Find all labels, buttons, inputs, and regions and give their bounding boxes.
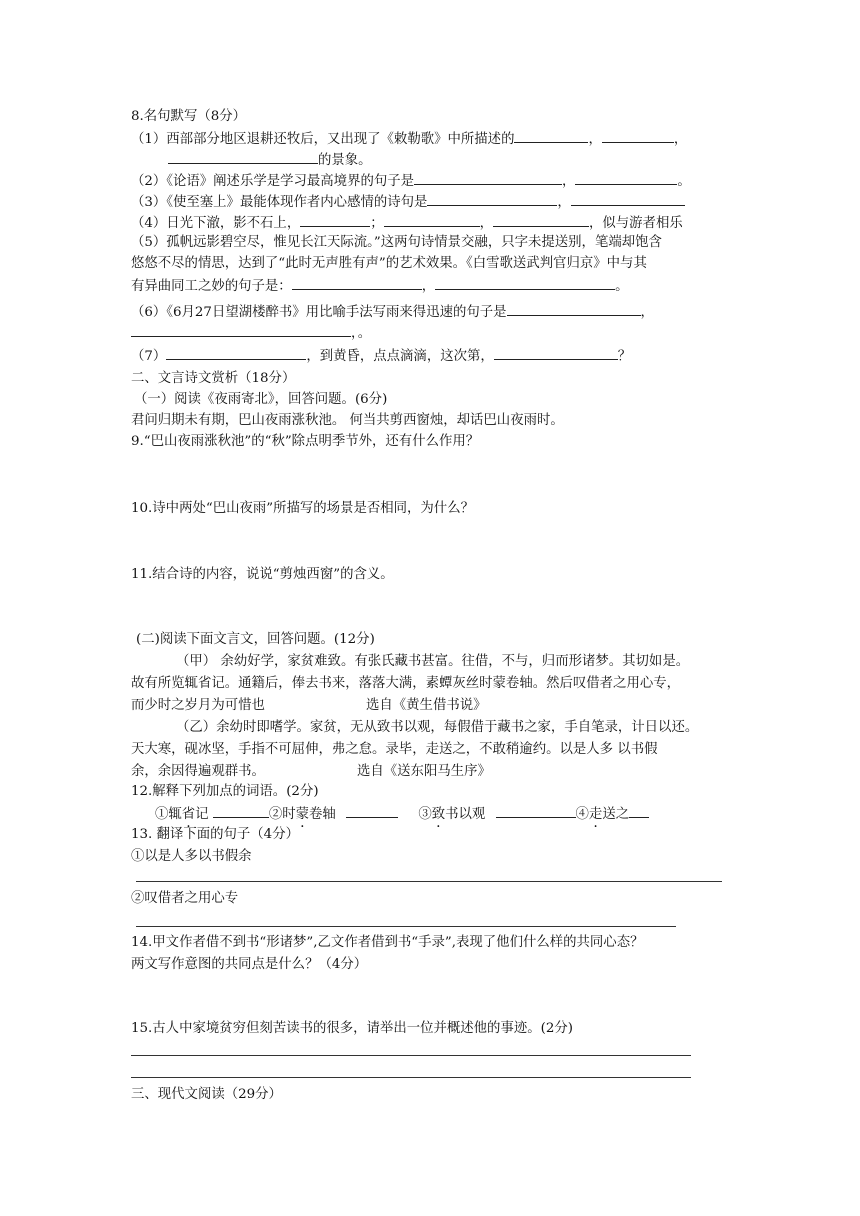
answer-blank[interactable] [494,345,618,360]
answer-blank[interactable] [414,170,562,185]
poem-text: 君问归期未有期，巴山夜雨涨秋池。 何当共剪西窗烛，却话巴山夜雨时。 [131,413,564,428]
q12-item-4-suffix: 送之 [602,807,630,822]
q12-item-2-suffix: 卷轴 [309,807,336,822]
q8-item-7-mid: ，到黄昏，点点滴滴，这次第， [306,349,494,364]
answer-blank[interactable] [507,301,641,316]
passage-yi-2: 天大寒，砚冰坚，手指不可屈伸，弗之怠。录毕，走送之，不敢稍逾约。以是人多 以书假 [131,742,658,757]
answer-blank[interactable] [384,212,480,227]
q12-item-1-suffix: 记 [195,807,209,822]
passage-jia-source: 选自《黄生借书说》 [366,698,487,713]
question-15: 15.古人中家境贫穷但刻苦读书的很多，请举出一位并概述他的事迹。(2分) [131,1021,573,1036]
q8-item-5b: 悠悠不尽的情思，达到了“此时无声胜有声”的艺术效果。《白雪歌送武判官归京》中与其 [131,256,647,271]
answer-blank[interactable] [300,212,370,227]
answer-blank[interactable] [292,275,422,290]
answer-blank[interactable] [346,803,398,818]
q8-item-5c [131,275,628,297]
section3-title: 三、现代文阅读（29分） [131,1087,282,1102]
punct: ， [673,132,688,147]
q8-item-1-text: （1）西部部分地区退耕还牧后，又出现了《敕勒歌》中所描述的 [131,132,515,147]
passage-yi-source: 选自《送东阳马生序》 [357,764,491,779]
q12-item-4-dotted: 走 [588,807,603,822]
answer-line[interactable] [131,1055,691,1056]
question-12-items [155,803,649,825]
q8-item-7 [131,345,631,367]
answer-blank[interactable] [168,149,318,164]
question-12: 12.解释下列加点的词语。(2分) [131,784,319,799]
answer-blank[interactable] [166,345,306,360]
question-14-a: 14.甲文作者借不到书“形诸梦”,乙文作者借到书“手录”,表现了他们什么样的共同心态？ [131,935,644,950]
q8-item-1-end: 的景象。 [318,153,372,168]
punct: ， [640,305,654,320]
question-14-b: 两文写作意图的共同点是什么？（4分） [131,957,368,972]
punct: ， [562,174,576,189]
q8-item-6-text: （6）《6月27日望湖楼醉书》用比喻手法写雨来得迅速的句子是 [131,305,507,320]
q8-item-2-text: （2）《论语》阐述乐学是学习最高境界的句子是 [131,174,415,189]
answer-blank[interactable] [514,128,588,143]
q12-item-2-prefix: ②时 [268,807,296,822]
question-13: 13. 翻译下面的句子（4分） [131,827,299,842]
punct: ？ [617,349,632,364]
punct: ， [557,195,571,210]
answer-blank[interactable] [496,803,576,818]
question-13-1: ①以是人多以书假余 [131,849,252,864]
answer-blank[interactable] [493,212,589,227]
q12-item-3-dotted: 致 [431,807,446,822]
q8-item-5a: （5）孤帆远影碧空尽，惟见长江天际流。”这两句诗情景交融，只字未提送别，笔端却饱含 [131,235,662,250]
answer-blank[interactable] [571,191,685,206]
answer-blank[interactable] [435,275,615,290]
q8-item-3 [131,191,685,213]
punct: ， [588,132,602,147]
q8-title: 8.名句默写（8分） [131,109,247,124]
q8-item-2 [131,170,691,192]
q8-item-1 [131,128,687,150]
answer-line[interactable] [136,881,722,882]
passage-yi-1: （乙）余幼时即嗜学。家贫，无从致书以观，每假借于藏书之家，手自笔录，计日以还。 [176,720,699,735]
part2-title: (二)阅读下面文言文，回答问题。(12分) [136,632,375,647]
passage-yi-3: 余，余因得遍观群书。 [131,764,265,779]
question-11: 11.结合诗的内容，说说“剪烛西窗”的含义。 [131,567,394,582]
passage-jia-1: （甲） 余幼好学，家贫难致。有张氏藏书甚富。往借，不与，归而形诸梦。其切如是。 [176,654,690,669]
q12-item-2-dotted: 蒙 [295,807,309,822]
section2-title: 二、文言诗文赏析（18分） [131,371,296,386]
punct: ， [479,216,493,231]
q12-item-3-prefix: ③ [418,807,432,822]
part1-title: （一）阅读《夜雨寄北》，回答问题。(6分) [134,392,388,407]
punct: ， [421,279,436,294]
answer-line[interactable] [136,926,676,927]
punct: ，。 [351,326,372,341]
q8-item-4-end: ，似与游者相乐 [589,216,683,231]
q12-item-1-dotted: 省 [181,807,196,822]
punct: 。 [615,279,629,294]
answer-line[interactable] [131,1077,691,1078]
q8-item-4-text: （4）日光下澈，影不石上， [131,216,301,231]
punct: ； [370,216,384,231]
q8-item-1-cont [168,149,372,171]
answer-blank[interactable] [629,803,649,818]
passage-jia-3: 而少时之岁月为可惜也 [131,698,265,713]
answer-blank[interactable] [213,803,269,818]
answer-blank[interactable] [602,128,674,143]
q8-item-5c-text: 有异曲同工之妙的句子是： [131,279,292,294]
q8-item-6 [131,301,654,323]
punct: 。 [677,174,691,189]
q8-item-3-text: （3）《使至塞上》最能体现作者内心感情的诗句是 [131,195,428,210]
answer-blank[interactable] [575,170,677,185]
question-13-2: ②叹借者之用心专 [131,891,239,906]
question-9: 9.“巴山夜雨涨秋池”的“秋”除点明季节外，还有什么作用？ [131,434,480,449]
answer-blank[interactable] [427,191,557,206]
q8-item-7-text: （7） [131,349,167,364]
answer-blank[interactable] [131,322,351,337]
q12-item-3-suffix: 书以观 [445,807,486,822]
question-10: 10.诗中两处“巴山夜雨”所描写的场景是否相同，为什么？ [131,501,474,516]
q12-item-4-prefix: ④ [575,807,589,822]
q8-item-4 [131,212,683,234]
q8-item-6-cont [131,322,371,344]
q12-item-1-prefix: ①辄 [155,807,182,822]
passage-jia-2: 故有所览辄省记。通籍后，俸去书来，落落大满，素蟫灰丝时蒙卷轴。然后叹借者之用心专， [131,676,681,691]
